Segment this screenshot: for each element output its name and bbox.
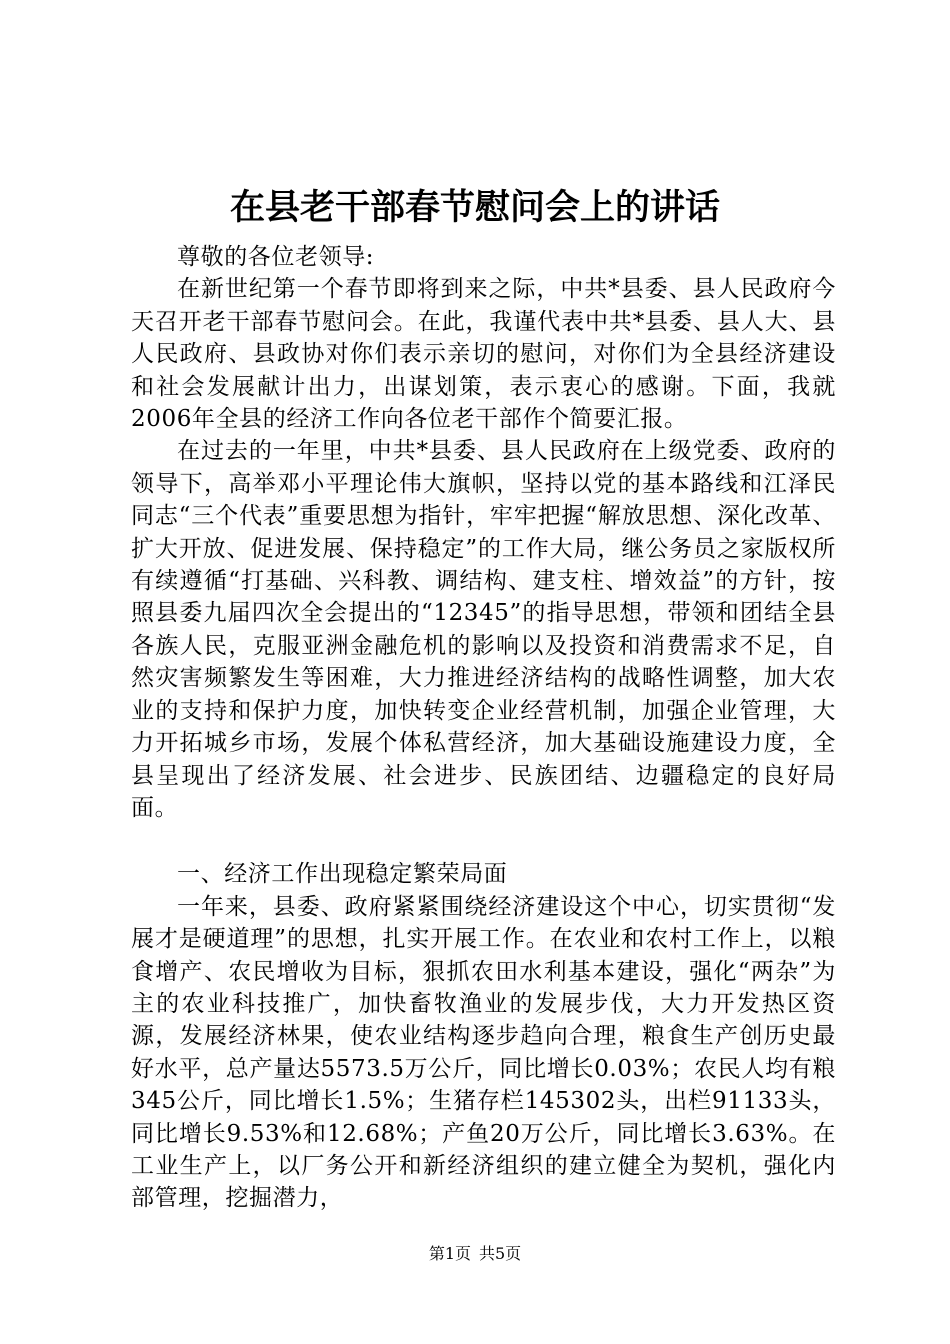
document-body [131, 241, 836, 1215]
page-number: 第1页 [428, 1244, 471, 1263]
page-footer [0, 1243, 950, 1265]
paragraph-review: 在过去的一年里，中共*县委、县人民政府在上级党委、政府的领导下，高举邓小平理论伟大旗帜，坚持以党的基本路线和江泽民同志“三个代表”重要思想为指针，牢牢把握“解放思想、深化改革、扩大开放、促进发展、保持稳定”的工作大局，继公务员之家版权所有续遵循“打基础、兴科教、调结构、建支柱、增效益”的方针，按照县委九届四次全会提出的“12345”的指导思想，带领和团结全县各族人民，克服亚洲金融危机的影响以及投资和消费需求不足，自然灾害频繁发生等困难，大力推进经济结构的战略性调整，加大农业的支持和保护力度，加快转变企业经营机制，加强企业管理，大力开拓城乡市场，发展个体私营经济，加大基础设施建设力度，全县呈现出了经济发展、社会进步、民族团结、边疆稳定的良好局面。 [131, 438, 836, 821]
paragraph-intro: 在新世纪第一个春节即将到来之际，中共*县委、县人民政府今天召开老干部春节慰问会。在此，我谨代表中共*县委、县人大、县人民政府、县政协对你们表示亲切的慰问，对你们为全县经济建设和社会发展献计出力，出谋划策，表示衷心的感谢。下面，我就2006年全县的经济工作向各位老干部作个简要汇报。 [131, 276, 836, 433]
salutation: 尊敬的各位老领导: [177, 244, 375, 270]
page-total: 共5页 [479, 1244, 522, 1263]
paragraph-gap [131, 824, 836, 858]
section-heading: 一、经济工作出现稳定繁荣局面 [177, 861, 508, 888]
document-title: 在县老干部春节慰问会上的讲话 [229, 187, 720, 228]
paragraph-economy: 一年来，县委、政府紧紧围绕经济建设这个中心，切实贯彻“发展才是硬道理”的思想，扎实开展工作。在农业和农村工作上，以粮食增产、农民增收为目标，狠抓农田水利基本建设，强化“两杂”为主的农业科技推广，加快畜牧渔业的发展步伐，大力开发热区资源，发展经济林果，使农业结构逐步趋向合理，粮食生产创历史最好水平，总产量达5573.5万公斤，同比增长0.03%；农民人均有粮345公斤，同比增长1.5%；生猪存栏145302头，出栏91133头，同比增长9.53%和12.68%；产鱼20万公斤，同比增长3.63%。在工业生产上，以厂务公开和新经济组织的建立健全为契机，强化内部管理，挖掘潜力， [131, 893, 836, 1212]
